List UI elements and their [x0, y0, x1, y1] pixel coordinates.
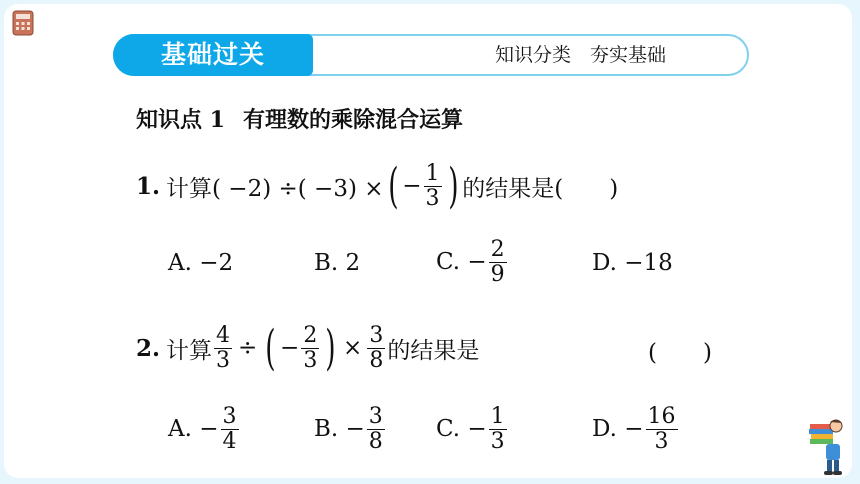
divide-sign: ÷: [238, 335, 258, 361]
knowledge-point-heading: [136, 103, 463, 134]
paren-minus: −: [402, 173, 422, 199]
question-1-suffix: 的结果是( ): [462, 175, 619, 202]
q1-option-b[interactable]: B. 2: [314, 250, 361, 276]
fraction: $\frac{4}{3}$: [216, 323, 231, 373]
question-2-answer-blank: ( ): [648, 340, 712, 366]
fraction: $\frac{3}{8}$: [368, 404, 383, 454]
q2-option-a-label: A. −: [168, 416, 219, 442]
fraction: $\frac{2}{9}$: [490, 237, 505, 287]
q1-option-c-label: C. −: [436, 249, 487, 275]
section-header-subtitle: 知识分类 夯实基础: [495, 44, 667, 66]
q2-option-b[interactable]: [314, 400, 387, 458]
left-paren: (: [265, 320, 276, 376]
fraction: $\frac{16}{3}$: [647, 404, 676, 454]
times-sign: ×: [343, 335, 363, 361]
fraction: $\frac{1}{3}$: [425, 161, 440, 211]
q1-option-c[interactable]: [436, 233, 509, 291]
question-1: [136, 160, 618, 212]
paren-minus: −: [280, 335, 300, 361]
q2-option-d[interactable]: [592, 400, 680, 458]
section-header-tab: 基础过关: [113, 34, 313, 76]
q2-option-b-label: B. −: [314, 416, 365, 442]
question-2-suffix: 的结果是: [387, 337, 480, 364]
fraction: $\frac{2}{3}$: [303, 323, 318, 373]
fraction: $\frac{1}{3}$: [490, 404, 505, 454]
question-2-prefix: 计算: [166, 337, 213, 364]
question-1-number: 1.: [136, 172, 161, 200]
q2-option-a[interactable]: [168, 400, 241, 458]
knowledge-point-number: 知识点 1: [136, 107, 225, 133]
q2-option-c-label: C. −: [436, 416, 487, 442]
question-1-prefix: 计算( −2) ÷( −3) ×: [166, 175, 384, 202]
q2-option-c[interactable]: [436, 400, 509, 458]
student-carrying-books-icon: [806, 418, 846, 476]
left-paren: (: [387, 158, 399, 214]
right-paren: ): [447, 158, 459, 214]
q2-option-d-label: D. −: [592, 416, 644, 442]
q1-option-a[interactable]: A. −2: [168, 250, 234, 276]
calculator-icon: [12, 10, 34, 36]
question-2-number: 2.: [136, 334, 161, 362]
knowledge-point-title: 有理数的乘除混合运算: [242, 108, 463, 133]
right-paren: ): [325, 320, 336, 376]
q1-option-d[interactable]: D. −18: [592, 250, 673, 276]
fraction: $\frac{3}{8}$: [369, 323, 384, 373]
fraction: $\frac{3}{4}$: [222, 404, 237, 454]
question-2: [136, 320, 479, 376]
